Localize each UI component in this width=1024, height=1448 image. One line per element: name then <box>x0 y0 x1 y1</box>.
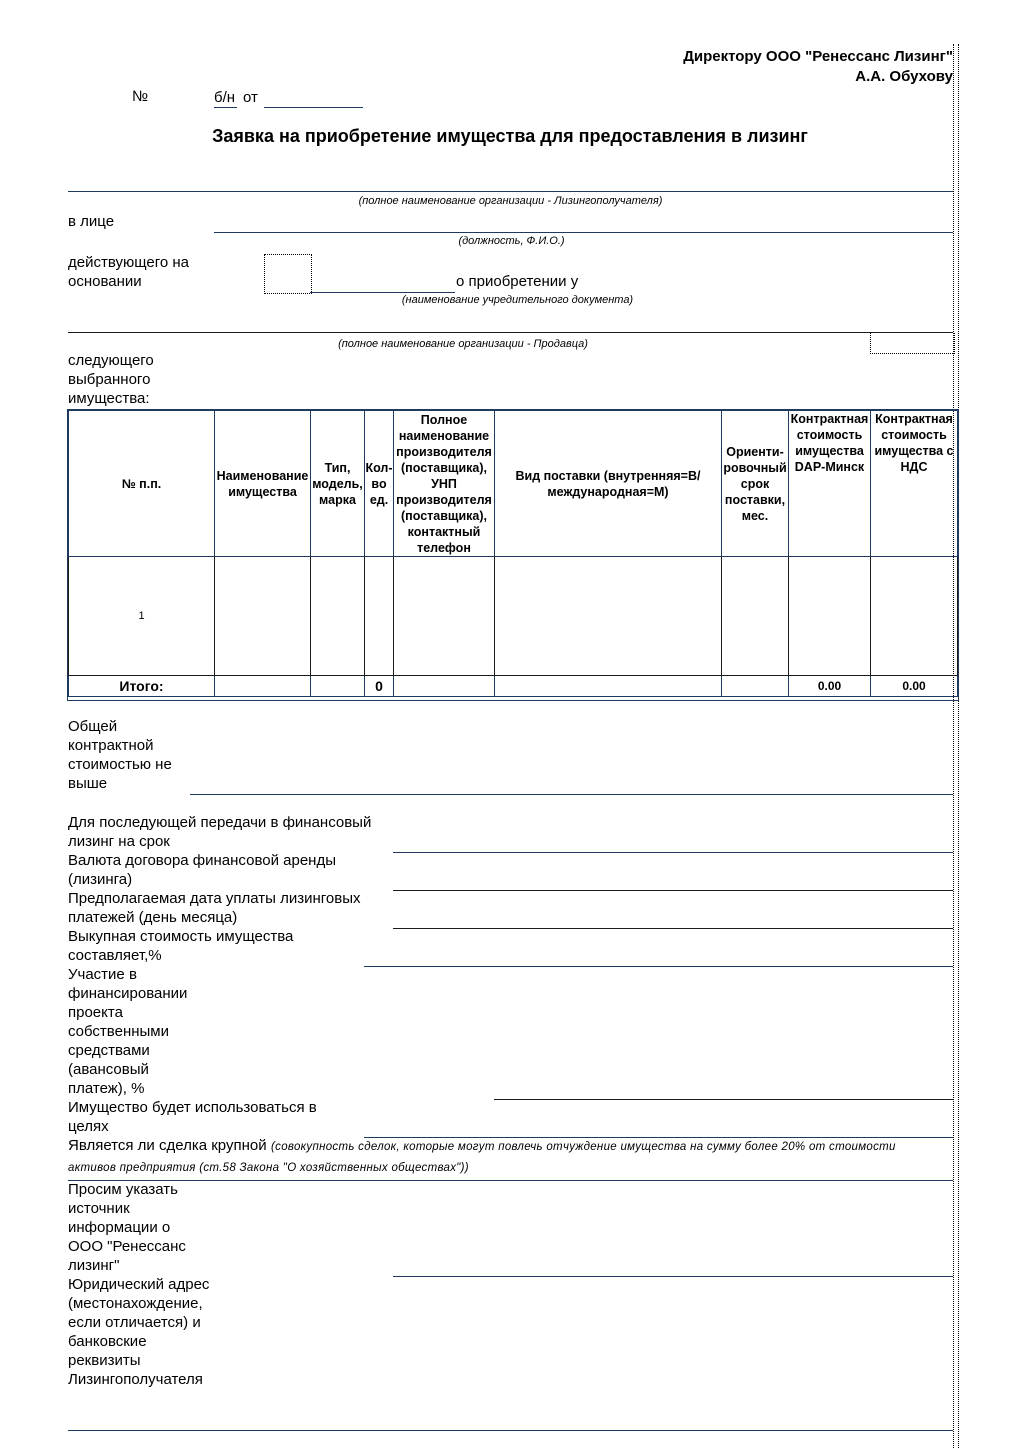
col-header-qty: Кол-во ед. <box>365 411 394 557</box>
total-qty: 0 <box>365 676 394 697</box>
cell-qty[interactable] <box>365 557 394 676</box>
cell-number: 1 <box>69 557 215 676</box>
payment-date-label: Предполагаемая дата уплаты лизинговых платежей (день месяца) <box>68 890 361 926</box>
col-header-manufacturer: Полное наименование производителя (поставщика), УНП производителя (поставщика), контактный телефон <box>394 411 495 557</box>
basis-suffix: о приобретении у <box>456 273 579 290</box>
lessee-name-hint: (полное наименование организации - Лизингополучателя) <box>358 195 663 207</box>
lessee-name-field[interactable] <box>68 172 953 192</box>
col-header-cost-dap: Контрактная стоимость имущества DAP-Минск <box>789 411 871 557</box>
col-header-name: Наименование имущества <box>215 411 311 557</box>
cell-cost-dap[interactable] <box>789 557 871 676</box>
payment-date-field[interactable] <box>393 909 953 929</box>
total-cost-dap: 0.00 <box>789 676 871 697</box>
purpose-field[interactable] <box>364 1118 953 1138</box>
total-label: Итого: <box>69 676 215 697</box>
cell-manufacturer[interactable] <box>394 557 495 676</box>
table-total-row <box>69 676 958 697</box>
cell-delivery-term[interactable] <box>722 557 789 676</box>
cell-type[interactable] <box>311 557 365 676</box>
total-type <box>311 676 365 697</box>
following-label: следующего выбранного имущества: <box>68 352 154 407</box>
large-deal-label: Является ли сделка крупной <box>68 1137 267 1154</box>
person-hint: (должность, Ф.И.О.) <box>458 235 565 247</box>
advance-field[interactable] <box>494 1080 953 1100</box>
date-label: от <box>243 89 258 106</box>
col-header-number: № п.п. <box>69 411 215 557</box>
page-break-guide <box>958 44 959 1448</box>
term-label: Для последующей передачи в финансовый лизинг на срок <box>68 814 372 850</box>
purpose-label: Имущество будет использоваться в целях <box>68 1099 317 1135</box>
page-break-guide <box>953 44 954 1448</box>
currency-field[interactable] <box>393 871 953 891</box>
address-label: Юридический адрес (местонахождение, если отличается) и банковские реквизиты Лизингополучателя <box>68 1276 210 1388</box>
currency-label: Валюта договора финансовой аренды (лизинга) <box>68 852 336 888</box>
total-term <box>722 676 789 697</box>
large-deal-field[interactable] <box>68 1161 953 1181</box>
total-delivery <box>495 676 722 697</box>
seller-extra-cell <box>870 333 955 354</box>
term-field[interactable] <box>393 833 953 853</box>
cell-delivery-type[interactable] <box>495 557 722 676</box>
person-field[interactable] <box>214 213 953 233</box>
total-cost-vat: 0.00 <box>871 676 958 697</box>
total-name <box>215 676 311 697</box>
total-manufacturer <box>394 676 495 697</box>
basis-checkbox-area[interactable] <box>264 254 312 294</box>
table-header-row <box>69 411 958 557</box>
buyout-field[interactable] <box>364 947 953 967</box>
col-header-delivery-type: Вид поставки (внутренняя=В/международная=М) <box>495 411 722 557</box>
property-table <box>68 410 958 697</box>
number-label: № <box>132 88 149 105</box>
col-header-cost-vat: Контрактная стоимость имущества с НДС <box>871 411 958 557</box>
addressee-line-1: Директору ООО "Ренессанс Лизинг" <box>683 48 953 65</box>
number-field[interactable]: б/н <box>214 89 236 106</box>
page-title: Заявка на приобретение имущества для предоставления в лизинг <box>212 126 808 146</box>
advance-label: Участие в финансировании проекта собственными средствами (авансовый платеж), % <box>68 966 188 1097</box>
total-cost-field[interactable] <box>190 775 953 795</box>
cell-name[interactable] <box>215 557 311 676</box>
basis-hint: (наименование учредительного документа) <box>401 294 634 306</box>
addressee-line-2: А.А. Обухову <box>855 68 953 85</box>
col-header-delivery-term: Ориенти-ровочный срок поставки, мес. <box>722 411 789 557</box>
table-row <box>69 557 958 676</box>
cell-cost-vat[interactable] <box>871 557 958 676</box>
source-label: Просим указать источник информации о ООО "Ренессанс лизинг" <box>68 1181 186 1274</box>
basis-field[interactable] <box>310 273 455 293</box>
total-cost-label: Общей контрактной стоимостью не выше <box>68 718 172 792</box>
seller-name-hint: (полное наименование организации - Продавца) <box>338 338 588 350</box>
basis-label: действующего на основании <box>68 254 190 290</box>
buyout-label: Выкупная стоимость имущества составляет,% <box>68 928 294 964</box>
source-field[interactable] <box>393 1257 953 1277</box>
person-label: в лице <box>68 213 115 230</box>
address-field[interactable] <box>68 1411 953 1431</box>
date-field[interactable] <box>264 88 363 108</box>
large-deal-note: (совокупность сделок, которые могут повлечь отчуждение имущества на сумму более 20% от стоимости активов предприятия (ст.58 Закона "О хозяйственных обществах")) <box>68 1141 896 1174</box>
col-header-type: Тип, модель, марка <box>311 411 365 557</box>
seller-name-field[interactable] <box>68 313 953 333</box>
